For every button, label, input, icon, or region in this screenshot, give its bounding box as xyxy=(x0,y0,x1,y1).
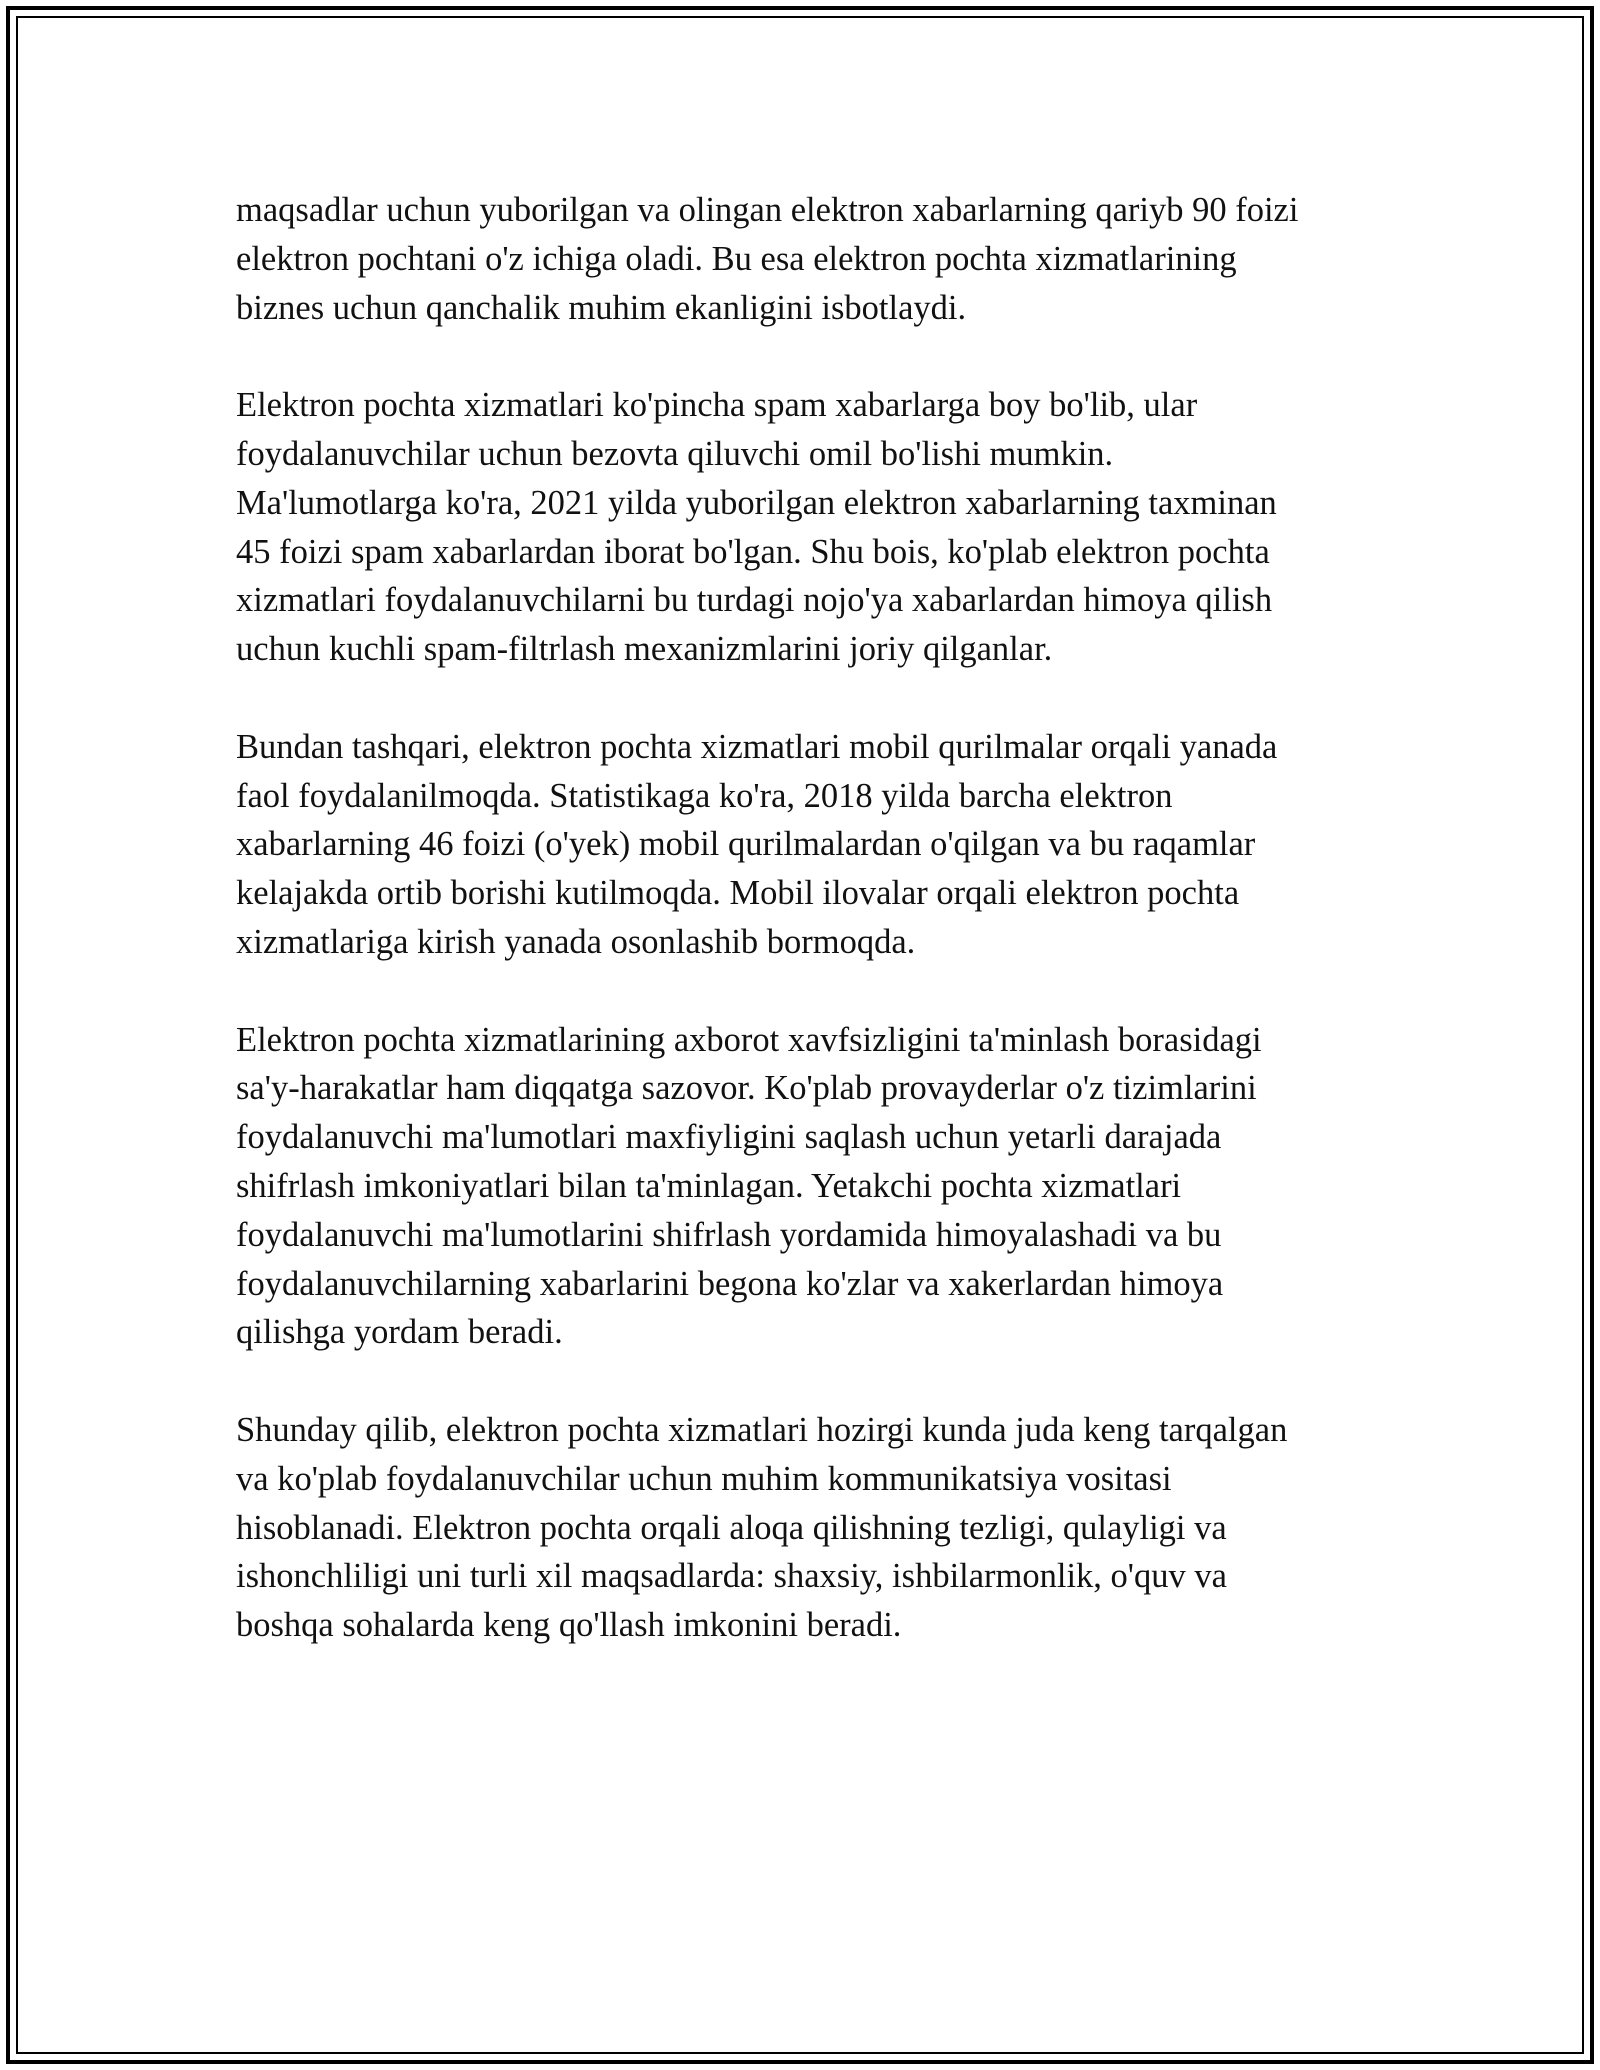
text-line: biznes uchun qanchalik muhim ekanligini isbotlaydi. xyxy=(236,288,967,327)
paragraph-5 xyxy=(236,1406,1376,1650)
text-line: foydalanuvchi ma'lumotlarini shifrlash yordamida himoyalashadi va bu xyxy=(236,1215,1222,1254)
paragraph-3 xyxy=(236,723,1376,967)
text-line: Bundan tashqari, elektron pochta xizmatlari mobil qurilmalar orqali yanada xyxy=(236,727,1278,766)
paragraph-2 xyxy=(236,381,1376,674)
text-line: xizmatlari foydalanuvchilarni bu turdagi nojo'ya xabarlardan himoya qilish xyxy=(236,581,1273,620)
text-line: elektron pochtani o'z ichiga oladi. Bu esa elektron pochta xizmatlarining xyxy=(236,239,1237,278)
paragraph-1 xyxy=(236,186,1376,332)
text-line: ishonchliligi uni turli xil maqsadlarda: shaxsiy, ishbilarmonlik, o'quv va xyxy=(236,1557,1227,1596)
text-line: Shunday qilib, elektron pochta xizmatlari hozirgi kunda juda keng tarqalgan xyxy=(236,1410,1288,1449)
text-line: Elektron pochta xizmatlarining axborot xavfsizligini ta'minlash borasidagi xyxy=(236,1020,1262,1059)
document-body xyxy=(236,186,1376,1699)
text-line: foydalanuvchi ma'lumotlari maxfiyligini saqlash uchun yetarli darajada xyxy=(236,1118,1222,1157)
text-line: xizmatlariga kirish yanada osonlashib bormoqda. xyxy=(236,922,916,961)
text-line: hisoblanadi. Elektron pochta orqali aloqa qilishning tezligi, qulayligi va xyxy=(236,1508,1227,1547)
text-line: foydalanuvchilarning xabarlarini begona ko'zlar va xakerlardan himoya xyxy=(236,1264,1224,1303)
text-line: maqsadlar uchun yuborilgan va olingan elektron xabarlarning qariyb 90 foizi xyxy=(236,191,1299,229)
text-line: boshqa sohalarda keng qo'llash imkonini beradi. xyxy=(236,1606,902,1645)
text-line: qilishga yordam beradi. xyxy=(236,1313,563,1352)
text-line: Elektron pochta xizmatlari ko'pincha spam xabarlarga boy bo'lib, ular xyxy=(236,386,1198,425)
text-line: Ma'lumotlarga ko'ra, 2021 yilda yuborilgan elektron xabarlarning taxminan xyxy=(236,483,1277,522)
paragraph-4 xyxy=(236,1016,1376,1358)
text-line: 45 foizi spam xabarlardan iborat bo'lgan. Shu bois, ko'plab elektron pochta xyxy=(236,532,1270,571)
text-line: uchun kuchli spam-filtrlash mexanizmlarini joriy qilganlar. xyxy=(236,630,1053,669)
text-line: shifrlash imkoniyatlari bilan ta'minlagan. Yetakchi pochta xizmatlari xyxy=(236,1166,1182,1205)
text-line: kelajakda ortib borishi kutilmoqda. Mobil ilovalar orqali elektron pochta xyxy=(236,874,1240,913)
text-line: xabarlarning 46 foizi (o'yek) mobil qurilmalardan o'qilgan va bu raqamlar xyxy=(236,825,1256,864)
text-line: sa'y-harakatlar ham diqqatga sazovor. Ko'plab provayderlar o'z tizimlarini xyxy=(236,1069,1257,1108)
text-line: va ko'plab foydalanuvchilar uchun muhim kommunikatsiya vositasi xyxy=(236,1459,1172,1498)
text-line: foydalanuvchilar uchun bezovta qiluvchi omil bo'lishi mumkin. xyxy=(236,434,1114,473)
text-line: faol foydalanilmoqda. Statistikaga ko'ra, 2018 yilda barcha elektron xyxy=(236,776,1173,815)
